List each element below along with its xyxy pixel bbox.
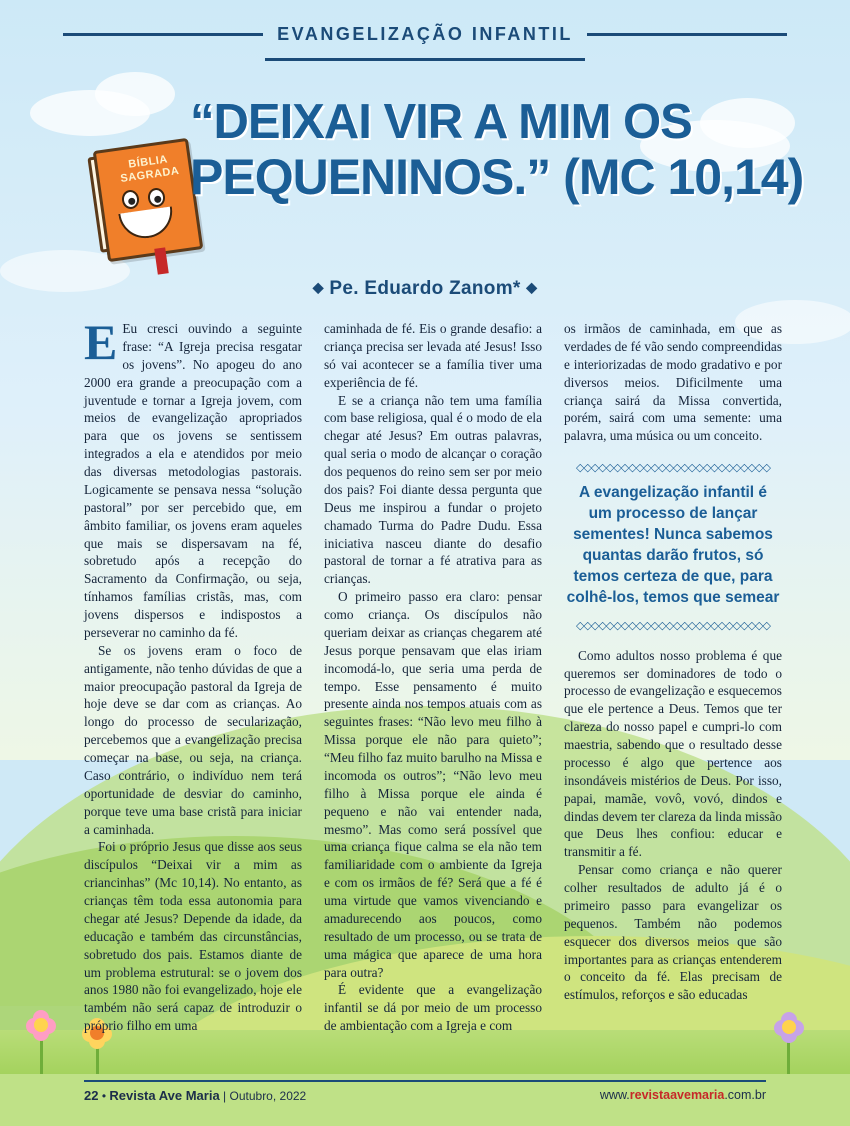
- paragraph: E se a criança não tem uma família com base religiosa, qual é o modo de ela chegar até Jesus? Em outras palavras, qual seria o modo de alcançar o coração dos pequenos do reino sem ser por meio dos pais? Foi diante dessa pergunta que Deus me inspirou a fundar o projeto chamado Turma do Padre Dudu. Essa iniciativa nasceu diante do desafio pastoral de tornar a fé atrativa para as crianças.: [324, 392, 542, 587]
- footer-dot: •: [101, 1089, 107, 1103]
- footer-left: [84, 1088, 306, 1103]
- footer-rule: [84, 1080, 766, 1082]
- page-title: [190, 95, 830, 205]
- footer-website[interactable]: [600, 1088, 766, 1102]
- book-title-text: BÍBLIA SAGRADA: [119, 153, 180, 185]
- section-kicker: [0, 24, 850, 45]
- website-prefix: www.: [599, 1088, 630, 1102]
- pull-quote-divider-top: ◇◇◇◇◇◇◇◇◇◇◇◇◇◇◇◇◇◇◇◇◇◇◇◇◇◇: [576, 462, 770, 474]
- pull-quote-divider-bottom: ◇◇◇◇◇◇◇◇◇◇◇◇◇◇◇◇◇◇◇◇◇◇◇◇◇◇: [576, 619, 770, 631]
- paragraph: Pensar como criança e não querer colher resultados de adulto já é o primeiro passo para evangelizar os pequenos. Também não podemos esquecer dos diversos meios que são importantes para as crianças entenderem o conceito da fé. Elas precisam de estímulos, reforços e são educadas: [564, 862, 782, 1003]
- paragraph: Foi o próprio Jesus que disse aos seus discípulos “Deixai vir a mim as criancinhas” (Mc 10,14). No entanto, as crianças têm toda essa autonomia para chegar até Jesus? Depende da idade, da educação e também das circunstâncias, sobretudo dos pais. Estamos diante de um problema estrutural: se o jovem dos anos 1980 não foi evangelizado, hoje ele também não será capaz de introduzir o próprio filho em uma: [84, 839, 302, 1034]
- page-title-line-2: PEQUENINOS.” (MC 10,14): [190, 148, 804, 205]
- kicker-rule-right: [587, 33, 787, 36]
- article-body: [84, 314, 784, 1070]
- column-1: [84, 314, 302, 1070]
- kicker-label: EVANGELIZAÇÃO INFANTIL: [277, 24, 573, 44]
- kicker-underline: [265, 58, 585, 61]
- byline: [0, 278, 850, 300]
- title-area: [0, 78, 850, 268]
- paragraph: Se os jovens eram o foco de antigamente, não tenho dúvidas de que a maior preocupação pastoral da Igreja de hoje deve se dar com as crianças. Ao longo do processo de secularização, percebemos que a evangelização precisa começar na base, ou seja, na criança. Caso contrário, o indivíduo nem terá oportunidade de desviar do caminho, porque teve uma base cristã para iniciar a caminhada.: [84, 642, 302, 837]
- pull-quote: [564, 461, 782, 631]
- column-2: [324, 320, 542, 1070]
- page-title-line-1: “DEIXAI VIR A MIM OS: [190, 95, 692, 149]
- website-brand: revistaavemaria: [629, 1088, 725, 1102]
- paragraph: Como adultos nosso problema é que queremos ser dominadores de todo o processo de evangelização e esquecemos que ele pertence a Deus. Temos que ter clareza do nosso papel e cumpri-lo com maestria, sabendo que o resultado desse processo é algo que pertence aos insondáveis mistérios de Deus. Por isso, papai, mamãe, vovô, vovó, dindos e dindas devem ter clareza da linda missão que Deus lhes confiou: educar e transmitir a fé.: [564, 647, 782, 860]
- page-number: 22: [84, 1088, 99, 1103]
- page-footer: [0, 1074, 850, 1126]
- flower-1: [26, 1010, 56, 1040]
- paragraph: caminhada de fé. Eis o grande desafio: a criança precisa ser levada até Jesus! Isso só vai acontecer se a família tiver uma experiência de fé.: [324, 321, 542, 390]
- magazine-name: Revista Ave Maria: [109, 1088, 220, 1103]
- column-3: [564, 320, 782, 1070]
- website-suffix: .com.br: [724, 1088, 766, 1102]
- diamond-right-icon: ◆: [526, 279, 538, 295]
- pull-quote-text: A evangelização infantil é um processo de lançar sementes! Nunca sabemos quantas darão frutos, só temos certeza de que, para colhê-los, temos que semear: [566, 484, 780, 606]
- kicker-rule-left: [63, 33, 263, 36]
- drop-cap: E: [84, 314, 118, 370]
- paragraph: [84, 314, 302, 642]
- paragraph: O primeiro passo era claro: pensar como criança. Os discípulos não queriam deixar as crianças chegarem até Jesus porque pensavam que elas iriam incomodá-lo, que seria uma perda de tempo. Esse pensamento é muito presente ainda nos tempos atuais com as seguintes frases: “Não levo meu filho à Missa porque ele não para quieto”; “Meu filho faz muito barulho na Missa e incomoda os outros”; “Não levo meu filho à Missa porque ele ainda é pequeno e não vai entender nada, mesmo”. Mas como será possível que uma criança fique calma se ela não tem familiaridade com o ambiente da Igreja e com os irmãos de fé? Será que a fé é uma virtude que vamos vivenciando e amadurecendo aos poucos, como resultado de um processo, ou se trata de uma mágica que aparece de uma hora para outra?: [324, 589, 542, 980]
- paragraph-text: Eu cresci ouvindo a seguinte frase: “A Igreja precisa resgatar os jovens”. No apogeu do ano 2000 era grande a preocupação com a juventude e tornar a Igreja jovem, com meios de evangelização apropriados para que os jovens se sentissem integrados a ela e atendidos por meio das diversas metodologias pastorais. Logicamente se pensava nessa “solução pastoral” por ser percebido que, em âmbito familiar, os jovens eram aqueles que mais se dispersavam na fé, sobretudo após a recepção do Sacramento da Confirmação, ou seja, tínhamos famílias cristãs, mas, com jovens dispersos e indispostos a perseverar no caminho da fé.: [84, 321, 302, 640]
- author-name: Pe. Eduardo Zanom*: [329, 278, 521, 299]
- diamond-left-icon: ◆: [312, 279, 324, 295]
- paragraph: É evidente que a evangelização infantil se dá por meio de um processo de ambientação com a Igreja e com: [324, 982, 542, 1034]
- issue-date: Outubro, 2022: [229, 1089, 307, 1103]
- paragraph: os irmãos de caminhada, em que as verdades de fé vão sendo compreendidas e interiorizadas de modo gradativo e por diversos meios. Dificilmente uma criança sairá da Missa convertida, porém, sairá com uma semente: uma palavra, uma música ou um conceito.: [564, 321, 782, 444]
- footer-divider: |: [223, 1089, 227, 1103]
